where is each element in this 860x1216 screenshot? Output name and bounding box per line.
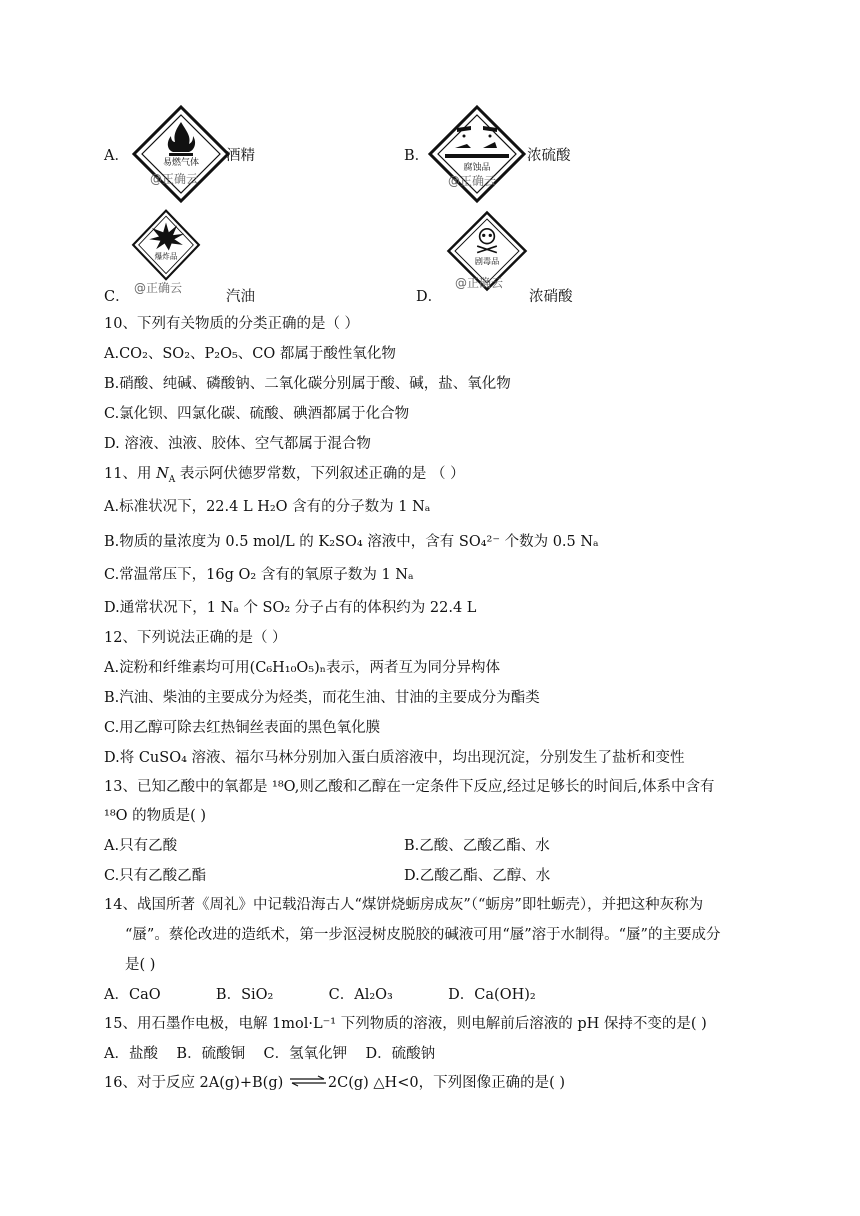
- q14-stem-line2: “蜃”。蔡伦改进的造纸术，第一步沤浸树皮脱胶的碱液可用“蜃”溶于水制得。“蜃”的主要成分: [125, 927, 721, 943]
- q13-option-c: C.只有乙酸乙酯: [104, 868, 207, 884]
- q12-option-c: C.用乙醇可除去红热铜丝表面的黑色氧化膜: [104, 720, 381, 736]
- option-a-label: 酒精: [226, 148, 255, 164]
- option-d-label: 浓硝酸: [529, 289, 573, 305]
- option-c-letter: C．: [104, 289, 130, 305]
- watermark-text: @正确云: [448, 174, 497, 188]
- option-b-label: 浓硫酸: [527, 148, 571, 164]
- q10-option-a: A.CO₂、SO₂、P₂O₅、CO 都属于酸性氧化物: [104, 346, 396, 362]
- option-c-label: 汽油: [226, 289, 255, 305]
- corrosive-sign-text: 腐蚀品: [463, 163, 491, 173]
- option-a-letter: A．: [104, 148, 129, 164]
- q10-option-b: B.硝酸、纯碱、磷酸钠、二氧化碳分别属于酸、碱，盐、氧化物: [104, 376, 511, 392]
- q16-stem-post: 2C(g) △H<0，下列图像正确的是( ): [327, 1075, 565, 1091]
- q12-option-d: D.将 CuSO₄ 溶液、福尔马林分别加入蛋白质溶液中，均出现沉淀，分别发生了盐析和变性: [104, 750, 685, 766]
- q13-stem-line2: ¹⁸O 的物质是( ): [104, 808, 207, 824]
- q11-option-a: A.标准状况下，22.4 L H₂O 含有的分子数为 1 Nₐ: [104, 499, 431, 515]
- q12-option-b: B.汽油、柴油的主要成分为烃类，而花生油、甘油的主要成分为酯类: [104, 690, 540, 706]
- q11-option-c: C.常温常压下，16g O₂ 含有的氧原子数为 1 Nₐ: [104, 567, 414, 583]
- avogadro-subscript: A: [168, 474, 176, 485]
- q13-option-a: A.只有乙酸: [104, 838, 178, 854]
- q11-option-b: B.物质的量浓度为 0.5 mol/L 的 K₂SO₄ 溶液中，含有 SO₄²⁻ 个数为 0.5 Nₐ: [104, 534, 599, 550]
- q15-options: A．盐酸 B．硫酸铜 C．氢氧化钾 D．硫酸钠: [104, 1046, 436, 1062]
- toxic-sign-text: 剧毒品: [474, 256, 500, 267]
- q10-option-c: C.氯化钡、四氯化碳、硫酸、碘酒都属于化合物: [104, 406, 410, 422]
- option-d-letter: D．: [416, 289, 443, 305]
- watermark-text: @正确云: [150, 172, 199, 186]
- q13-stem-line1: 13、已知乙酸中的氧都是 ¹⁸O,则乙酸和乙醇在一定条件下反应,经过足够长的时间后,体系中含有: [104, 779, 715, 795]
- corrosive-sign-icon: [427, 104, 527, 204]
- q15-stem: 15、用石墨作电极，电解 1mol·L⁻¹ 下列物质的溶液，则电解前后溶液的 pH 保持不变的是( ): [104, 1016, 707, 1032]
- explosive-sign-icon: [131, 207, 201, 287]
- q16-stem: [104, 1073, 565, 1093]
- q13-option-d: D.乙酸乙酯、乙醇、水: [404, 868, 551, 884]
- q11-stem-post: 表示阿伏德罗常数，下列叙述正确的是 （ ）: [175, 466, 465, 482]
- q13-option-b: B.乙酸、乙酸乙酯、水: [404, 838, 550, 854]
- q10-stem: 10、下列有关物质的分类正确的是（ ）: [104, 316, 360, 332]
- q14-stem-line1: 14、战国所著《周礼》中记载沿海古人“煤饼烧蛎房成灰”（“蛎房”即牡蛎壳），并把这种灰称为: [104, 897, 704, 913]
- q12-stem: 12、下列说法正确的是（ ）: [104, 630, 287, 646]
- flammable-gas-sign-icon: [131, 104, 231, 204]
- q16-stem-pre: 16、对于反应 2A(g)+B(g): [104, 1075, 288, 1091]
- watermark-text: @正确云: [134, 281, 183, 295]
- q11-stem: [104, 464, 465, 490]
- equilibrium-arrow-icon: [288, 1073, 328, 1093]
- watermark-text: @正确云: [455, 276, 504, 290]
- flammable-gas-sign-text: 易燃气体: [162, 158, 200, 168]
- q11-option-d: D.通常状况下，1 Nₐ 个 SO₂ 分子占有的体积约为 22.4 L: [104, 600, 477, 616]
- q10-option-d: D. 溶液、浊液、胶体、空气都属于混合物: [104, 436, 371, 452]
- q14-stem-line3: 是( ): [125, 957, 156, 973]
- avogadro-symbol: N: [156, 466, 169, 482]
- q12-option-a: A.淀粉和纤维素均可用(C₆H₁₀O₅)ₙ表示，两者互为同分异构体: [104, 660, 501, 676]
- q11-stem-pre: 11、用: [104, 466, 157, 482]
- q14-options: A．CaO B．SiO₂ C．Al₂O₃ D．Ca(OH)₂: [104, 987, 536, 1003]
- explosive-sign-text: 爆炸品: [154, 251, 178, 261]
- option-b-letter: B．: [404, 148, 430, 164]
